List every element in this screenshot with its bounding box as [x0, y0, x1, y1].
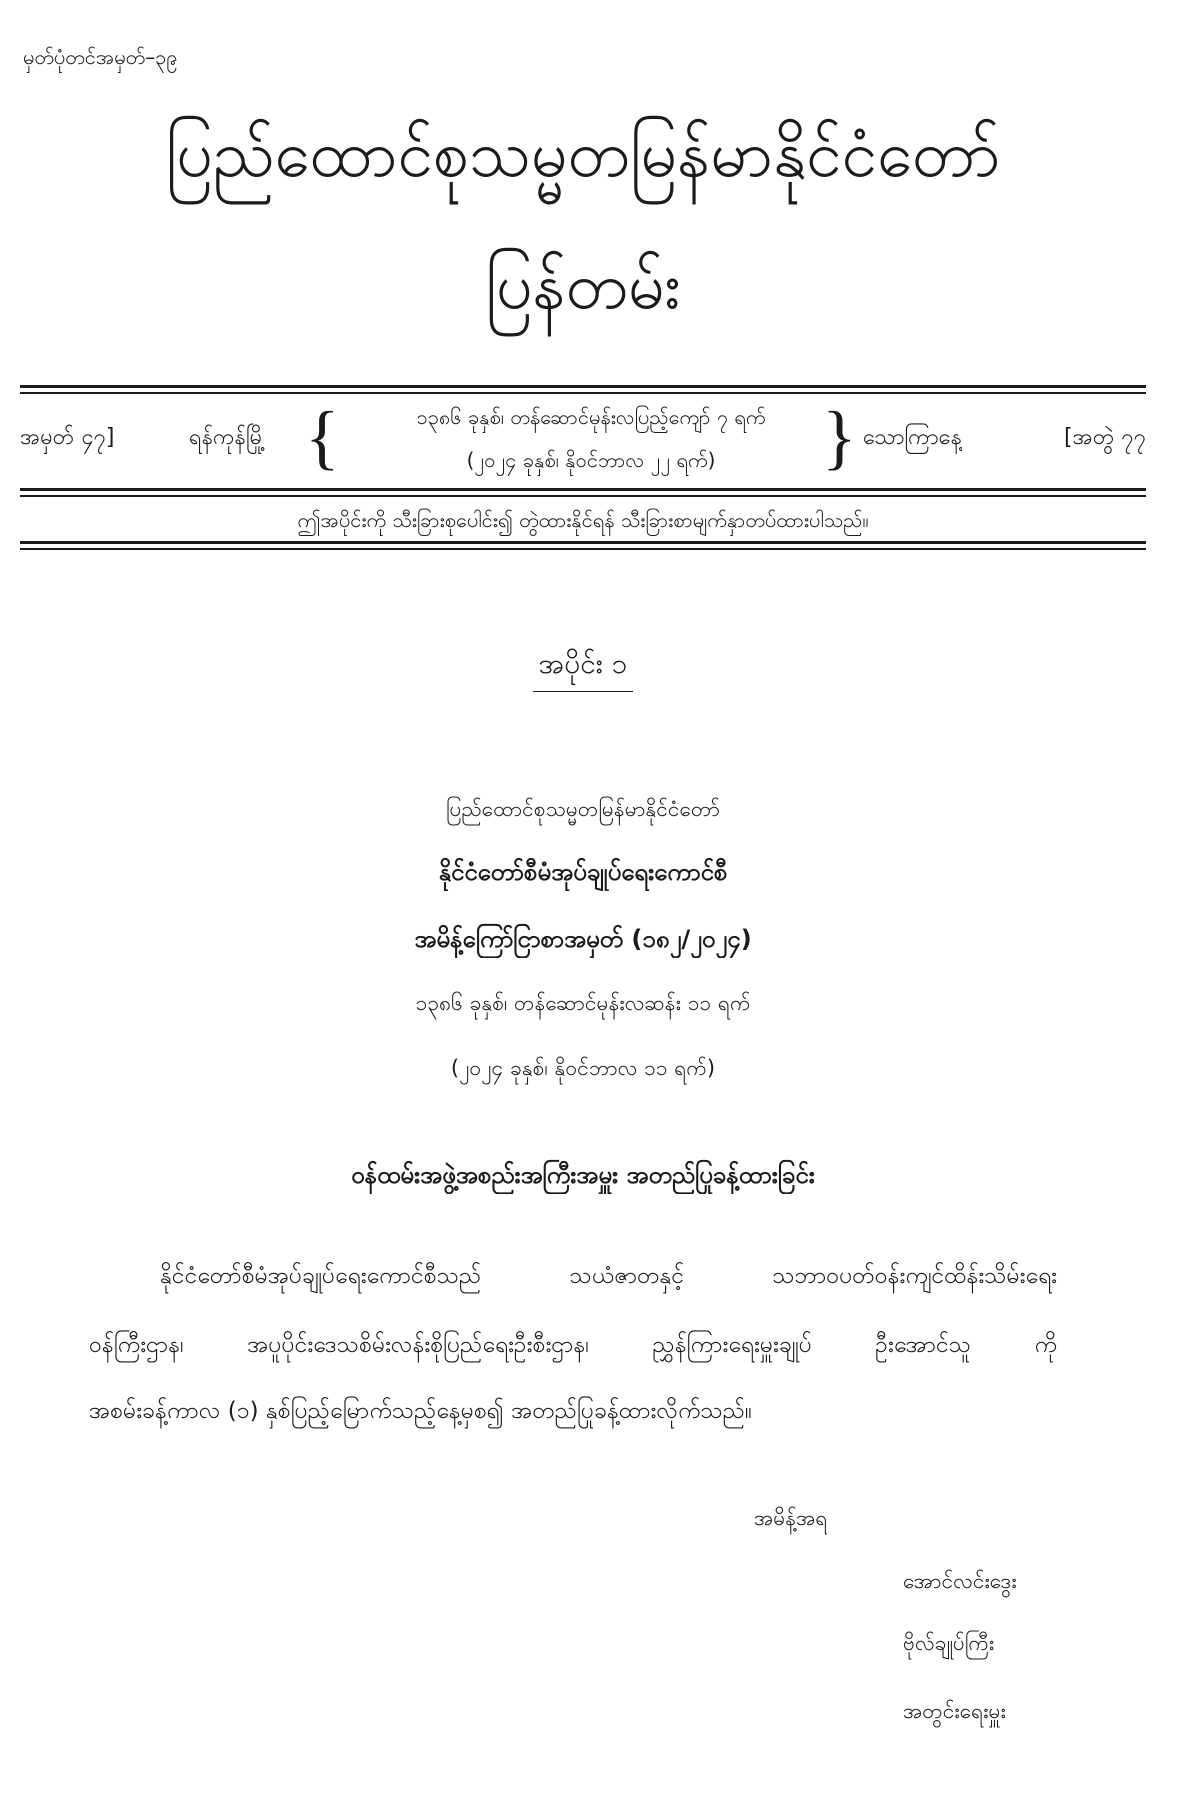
gazette-title: ပြည်ထောင်စုသမ္မတမြန်မာနိုင်ငံတော် — [165, 118, 1001, 192]
brace-open: { — [305, 397, 340, 477]
gazette-subtitle: ပြန်တမ်း — [485, 250, 681, 324]
middle-rule-thin — [20, 495, 1146, 497]
order-body-line: ဝန်ကြီးဌာန၊ အပူပိုင်းဒေသစိမ်းလန်းစိုပြည်ရေးဦးစီးဌာန၊ ညွှန်ကြားရေးမှူးချုပ် ဦးအောင်သူ ကို — [89, 1332, 1057, 1358]
signatory-name: အောင်လင်းဒွေး — [903, 1569, 1017, 1593]
separate-page-notice: ဤအပိုင်းကို သီးခြားစုပေါင်း၍ တွဲထားနိုင်ရန် သီးခြားစာမျက်နှာတပ်ထားပါသည်။ — [297, 508, 869, 532]
order-subject: ဝန်ထမ်းအဖွဲ့အစည်းအကြီးအမှူး အတည်ပြုခန့်ထားခြင်း — [351, 1161, 815, 1189]
signatory-position: အတွင်းရေးမှူး — [903, 1699, 1006, 1723]
bottom-rule-thin — [20, 548, 1146, 550]
middle-rule-thick — [20, 488, 1146, 491]
order-number: အမိန့်ကြော်ငြာစာအမှတ် (၁၈၂/၂၀၂၄) — [414, 925, 752, 953]
issue-number: အမှတ် ၄၇] — [20, 425, 115, 450]
issue-date-gregorian: (၂၀၂၄ ခုနှစ်၊ နိုဝင်ဘာလ ၂၂ ရက်) — [466, 448, 716, 472]
order-council-name: နိုင်ငံတော်စီမံအုပ်ချုပ်ရေးကောင်စီ — [438, 858, 728, 886]
registration-number: မှတ်ပုံတင်အမှတ်–၃၉ — [23, 45, 178, 69]
issue-volume: [အတွဲ ၇၇ — [1064, 425, 1146, 450]
order-state-name: ပြည်ထောင်စုသမ္မတမြန်မာနိုင်ငံတော် — [445, 797, 720, 821]
order-date-gregorian: (၂၀၂၄ ခုနှစ်၊ နိုဝင်ဘာလ ၁၁ ရက်) — [450, 1056, 716, 1080]
order-body-line: အစမ်းခန့်ကာလ (၁) နှစ်ပြည့်မြောက်သည့်နေ့မှစ၍ အတည်ပြုခန့်ထားလိုက်သည်။ — [89, 1398, 752, 1424]
issue-date-myanmar: ၁၃၈၆ ခုနှစ်၊ တန်ဆောင်မုန်းလပြည့်ကျော် ၇ ရက် — [416, 405, 766, 429]
signature-by-order: အမိန့်အရ — [754, 1506, 828, 1530]
order-date-myanmar: ၁၃၈၆ ခုနှစ်၊ တန်ဆောင်မုန်းလဆန်း ၁၁ ရက် — [415, 991, 751, 1015]
brace-close: } — [822, 397, 857, 477]
top-rule-thin — [20, 392, 1146, 394]
order-body-line: နိုင်ငံတော်စီမံအုပ်ချုပ်ရေးကောင်စီသည် သယံဇာတနှင့် သဘာဝပတ်ဝန်းကျင်ထိန်းသိမ်းရေး — [160, 1263, 1057, 1289]
bottom-rule-thick — [20, 541, 1146, 544]
signatory-rank: ဗိုလ်ချုပ်ကြီး — [903, 1631, 995, 1655]
top-rule-thick — [20, 385, 1146, 388]
part-label: အပိုင်း ၁ — [533, 644, 634, 692]
part-heading — [20, 644, 1146, 692]
issue-city: ရန်ကုန်မြို့ — [189, 425, 266, 450]
issue-weekday: သောကြာနေ့ — [863, 425, 962, 450]
